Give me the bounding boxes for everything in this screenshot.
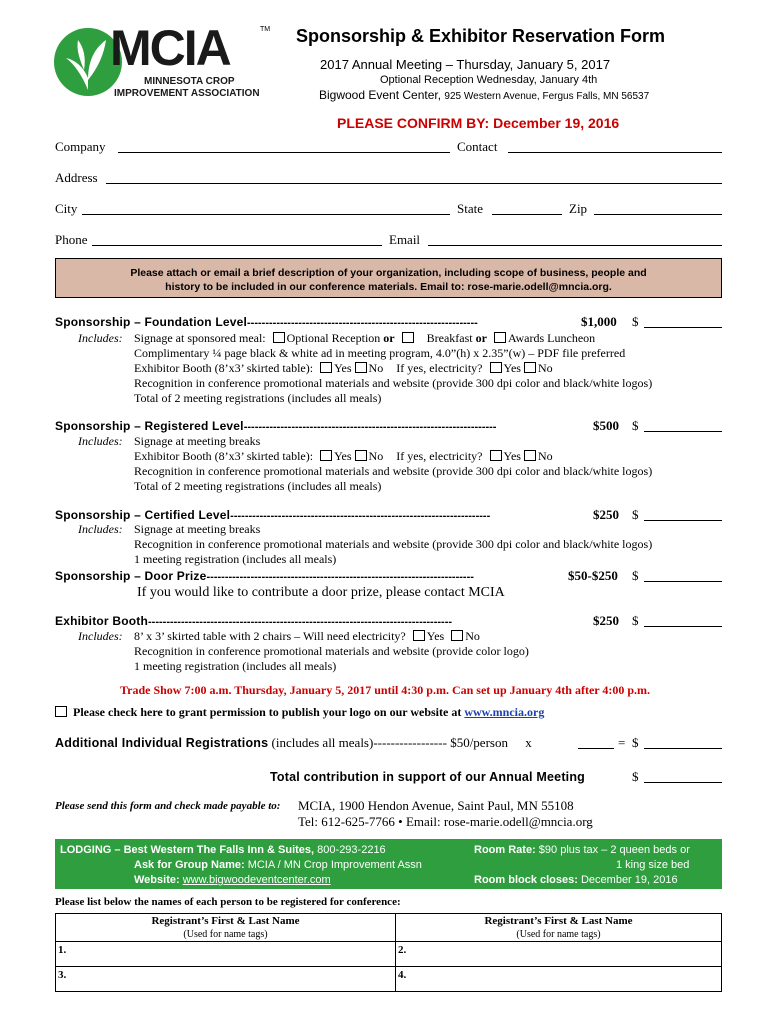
certified-dashes: ----------------------------------------------------------------------- — [230, 510, 491, 522]
lodging-rate-label: Room Rate: — [474, 844, 536, 856]
foundation-booth-yes-checkbox[interactable] — [320, 362, 332, 373]
registered-elec-no-checkbox[interactable] — [524, 450, 536, 461]
additional-amount-field[interactable] — [644, 748, 722, 749]
registrants-col-sub: (Used for name tags) — [516, 928, 601, 940]
additional-dollar: $ — [632, 735, 639, 750]
state-label: State — [457, 201, 483, 216]
lodging-hotel-line — [60, 843, 422, 858]
registrant-cell[interactable]: 3. — [56, 967, 396, 992]
foundation-price: $1,000 — [581, 314, 617, 329]
logo-tm: TM — [260, 26, 271, 33]
door-dashes: ------------------------------------------------------------------------- — [206, 571, 474, 583]
registered-registrations: Total of 2 meeting registrations (includes all meals) — [134, 479, 382, 493]
foundation-amount-field[interactable] — [644, 327, 722, 328]
lodging-group: MCIA / MN Crop Improvement Assn — [247, 859, 422, 871]
notice-line-1: Please attach or email a brief description of your organization, including scope of business, people and — [130, 267, 647, 279]
mncia-link[interactable]: www.mncia.org — [464, 705, 545, 719]
registered-includes-label: Includes: — [78, 434, 123, 448]
exhibitor-price: $250 — [593, 613, 619, 628]
certified-recognition: Recognition in conference promotional materials and website (provide 300 dpi color and black/white logos) — [134, 537, 653, 551]
foundation-header — [55, 315, 478, 330]
lodging-right — [474, 843, 690, 888]
lodging-group-line — [60, 858, 422, 873]
payable-address: MCIA, 1900 Hendon Avenue, Saint Paul, MN 55108 — [298, 798, 574, 813]
city-label: City — [55, 201, 78, 216]
exhibitor-dashes: ----------------------------------------------------------------------------------- — [148, 616, 453, 628]
exhibitor-amount-field[interactable] — [644, 626, 722, 627]
zip-field[interactable] — [594, 214, 722, 215]
door-title: Sponsorship – Door Prize — [55, 569, 207, 583]
registered-title: Sponsorship – Registered Level — [55, 419, 244, 433]
yes-label: Yes — [503, 361, 521, 375]
door-price: $50-$250 — [568, 568, 618, 583]
no-label: No — [465, 629, 480, 643]
state-field[interactable] — [492, 214, 562, 215]
registered-amount-field[interactable] — [644, 431, 722, 432]
foundation-meal-line — [134, 331, 595, 346]
no-label: No — [368, 449, 384, 463]
exhibitor-recognition: Recognition in conference promotional materials and website (provide color logo) — [134, 644, 529, 658]
total-label: Total contribution in support of our Annual Meeting — [270, 770, 586, 784]
foundation-electricity-label: If yes, electricity? — [396, 361, 483, 375]
yes-label: Yes — [334, 449, 352, 463]
registrants-header-row — [56, 914, 722, 942]
foundation-ad: Complimentary ¼ page black & white ad in meeting program, 4.0”(h) x 2.35”(w) – PDF file preferred — [134, 346, 626, 360]
confirm-deadline: PLEASE CONFIRM BY: December 19, 2016 — [337, 115, 620, 131]
city-field[interactable] — [82, 214, 450, 215]
foundation-elec-yes-checkbox[interactable] — [490, 362, 502, 373]
certified-price: $250 — [593, 507, 619, 522]
total-dollar: $ — [632, 769, 639, 784]
exhibitor-elec-yes-checkbox[interactable] — [413, 630, 425, 641]
registered-recognition: Recognition in conference promotional materials and website (provide 300 dpi color and black/white logos) — [134, 464, 653, 478]
foundation-dashes: --------------------------------------------------------------- — [247, 317, 478, 329]
reception-date: Optional Reception Wednesday, January 4th — [380, 74, 598, 86]
email-label: Email — [389, 232, 421, 247]
registrants-table — [55, 913, 722, 992]
or-label-1: or — [383, 331, 395, 345]
no-label: No — [368, 361, 384, 375]
registered-dashes: --------------------------------------------------------------------- — [243, 421, 497, 433]
lodging-close: December 19, 2016 — [580, 874, 678, 886]
additional-line — [55, 735, 532, 751]
no-label: No — [537, 361, 553, 375]
exhibitor-elec-no-checkbox[interactable] — [451, 630, 463, 641]
reception-option: Optional Reception — [286, 331, 381, 345]
additional-qty-field[interactable] — [578, 748, 614, 749]
foundation-booth-no-checkbox[interactable] — [355, 362, 367, 373]
exhibitor-table-label: 8’ x 3’ skirted table with 2 chairs – Will need electricity? — [134, 629, 406, 643]
exhibitor-header — [55, 614, 452, 629]
registered-booth-line — [134, 449, 553, 464]
yes-label: Yes — [334, 361, 352, 375]
zip-label: Zip — [569, 201, 588, 216]
exhibitor-registrations: 1 meeting registration (includes all meals) — [134, 659, 337, 673]
luncheon-option: Awards Luncheon — [507, 331, 596, 345]
logo-line2: IMPROVEMENT ASSOCIATION — [114, 88, 260, 99]
registered-elec-yes-checkbox[interactable] — [490, 450, 502, 461]
registrants-col-title: Registrant’s First & Last Name — [151, 914, 300, 927]
breakfast-option: Breakfast — [426, 331, 473, 345]
registrant-cell[interactable]: 4. — [396, 967, 722, 992]
foundation-booth-label: Exhibitor Booth (8’x3’ skirted table): — [134, 361, 314, 375]
door-amount-field[interactable] — [644, 581, 722, 582]
address-field[interactable] — [106, 183, 722, 184]
exhibitor-title: Exhibitor Booth — [55, 614, 148, 628]
table-row — [56, 967, 722, 992]
foundation-registrations: Total of 2 meeting registrations (includes all meals) — [134, 391, 382, 405]
additional-meals: (includes all meals) — [271, 735, 374, 750]
lodging-web-link[interactable]: www.bigwoodeventcenter.com — [182, 874, 331, 886]
total-amount-field[interactable] — [644, 782, 722, 783]
contact-label: Contact — [457, 139, 498, 154]
door-header — [55, 569, 474, 584]
notice-line-2: history to be included in our conference materials. Email to: rose-marie.odell@mncia.org. — [165, 281, 612, 293]
table-row — [56, 942, 722, 967]
registrants-col-sub: (Used for name tags) — [183, 928, 268, 940]
exhibitor-table-line — [134, 629, 480, 644]
logo-permission-checkbox[interactable] — [55, 706, 67, 717]
registered-signage: Signage at meeting breaks — [134, 434, 261, 448]
registered-electricity-label: If yes, electricity? — [396, 449, 483, 463]
lodging-left — [60, 843, 422, 888]
lodging-label: LODGING — [60, 844, 112, 856]
meeting-date: 2017 Annual Meeting – Thursday, January 5, 2017 — [320, 57, 611, 72]
additional-rate: $50/person — [450, 735, 508, 750]
registrants-instruction: Please list below the names of each person to be registered for conference: — [55, 896, 401, 908]
foundation-elec-no-checkbox[interactable] — [524, 362, 536, 373]
lodging-group-label: Ask for Group Name: — [134, 859, 245, 871]
permission-line — [55, 705, 544, 720]
certified-header — [55, 508, 490, 523]
lodging-close-label: Room block closes: — [474, 874, 578, 886]
registered-header — [55, 419, 496, 434]
foundation-title: Sponsorship – Foundation Level — [55, 315, 248, 329]
registrants-col-header — [396, 914, 722, 942]
logo-line1: MINNESOTA CROP — [144, 76, 235, 87]
lodging-box — [55, 839, 722, 889]
certified-includes-label: Includes: — [78, 522, 123, 536]
reception-checkbox[interactable] — [273, 332, 285, 343]
payable-contact: Tel: 612-625-7766 • Email: rose-marie.odell@mncia.org — [298, 814, 593, 829]
mcia-logo — [52, 20, 274, 102]
certified-signage: Signage at meeting breaks — [134, 522, 261, 536]
yes-label: Yes — [426, 629, 445, 643]
lodging-web-line — [60, 873, 422, 888]
yes-label: Yes — [503, 449, 521, 463]
foundation-includes-label: Includes: — [78, 331, 123, 345]
tradeshow-note: Trade Show 7:00 a.m. Thursday, January 5, 2017 until 4:30 p.m. Can set up January 4th after 4:00 p.m. — [120, 683, 651, 697]
phone-field[interactable] — [92, 245, 382, 246]
venue-name: Bigwood Event Center, — [319, 88, 442, 102]
company-field[interactable] — [118, 152, 450, 153]
additional-x: x — [525, 735, 532, 750]
registered-booth-yes-checkbox[interactable] — [320, 450, 332, 461]
registered-price: $500 — [593, 418, 619, 433]
foundation-booth-line — [134, 361, 553, 376]
lodging-web-label: Website: — [134, 874, 180, 886]
additional-dashes: ----------------- — [373, 735, 447, 750]
certified-title: Sponsorship – Certified Level — [55, 508, 231, 522]
venue-address: 925 Western Avenue, Fergus Falls, MN 56537 — [444, 91, 650, 102]
certified-registrations: 1 meeting registration (includes all meals) — [134, 552, 337, 566]
door-note: If you would like to contribute a door prize, please contact MCIA — [137, 585, 505, 600]
registered-booth-label: Exhibitor Booth (8’x3’ skirted table): — [134, 449, 314, 463]
contact-field[interactable] — [508, 152, 722, 153]
meal-signage-label: Signage at sponsored meal: — [134, 331, 266, 345]
or-label-2: or — [475, 331, 487, 345]
registered-booth-no-checkbox[interactable] — [355, 450, 367, 461]
lodging-hotel: Best Western The Falls Inn & Suites, — [123, 844, 315, 856]
permission-text: Please check here to grant permission to publish your logo on our website at — [73, 705, 462, 719]
registrant-cell[interactable]: 2. — [396, 942, 722, 967]
additional-eq: = — [618, 735, 626, 750]
certified-amount-field[interactable] — [644, 520, 722, 521]
notice-box — [55, 258, 722, 298]
foundation-dollar: $ — [632, 314, 639, 329]
company-label: Company — [55, 139, 106, 154]
no-label: No — [537, 449, 553, 463]
payable-label: Please send this form and check made payable to: — [55, 800, 281, 812]
lodging-rate2: 1 king size bed — [616, 859, 690, 871]
email-field[interactable] — [428, 245, 722, 246]
registrants-col-title: Registrant’s First & Last Name — [484, 914, 633, 927]
exhibitor-dollar: $ — [632, 613, 639, 628]
certified-dollar: $ — [632, 507, 639, 522]
registered-dollar: $ — [632, 418, 639, 433]
luncheon-checkbox[interactable] — [494, 332, 506, 343]
lodging-rate-line — [474, 843, 690, 858]
foundation-recognition: Recognition in conference promotional materials and website (provide 300 dpi color and black/white logos) — [134, 376, 653, 390]
form-title: Sponsorship & Exhibitor Reservation Form — [296, 26, 666, 46]
registrant-cell[interactable]: 1. — [56, 942, 396, 967]
additional-title: Additional Individual Registrations — [55, 736, 269, 750]
registrants-col-header — [56, 914, 396, 942]
logo-wordmark: MCIA — [110, 20, 230, 76]
door-dollar: $ — [632, 568, 639, 583]
exhibitor-includes-label: Includes: — [78, 629, 123, 643]
breakfast-checkbox[interactable] — [402, 332, 414, 343]
phone-label: Phone — [55, 232, 88, 247]
address-label: Address — [55, 170, 98, 185]
lodging-dash: – — [114, 844, 121, 856]
venue — [319, 88, 649, 102]
lodging-rate: $90 plus tax – 2 queen beds or — [538, 844, 690, 856]
lodging-phone: 800-293-2216 — [317, 844, 386, 856]
lodging-close-line — [474, 873, 690, 888]
